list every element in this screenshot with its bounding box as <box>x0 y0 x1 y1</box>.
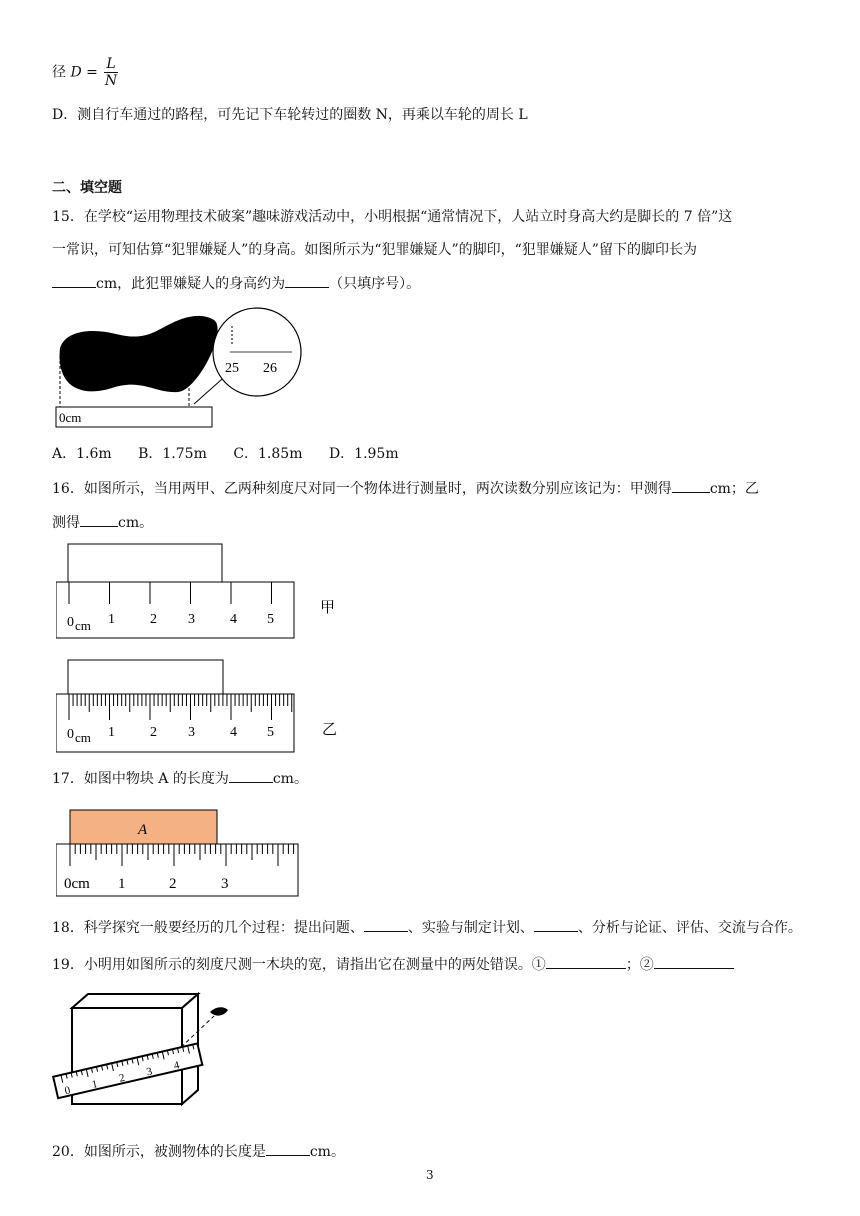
q15-options <box>52 443 399 463</box>
q19-blank-2[interactable] <box>654 954 734 969</box>
svg-text:cm: cm <box>75 618 91 633</box>
q15-line3: cm，此犯罪嫌疑人的身高约为 （只填序号）。 <box>52 273 420 294</box>
option-a[interactable]: A．1.6m <box>52 446 112 462</box>
option-b[interactable]: B．1.75m <box>138 446 207 462</box>
svg-text:0: 0 <box>63 1084 72 1098</box>
svg-text:3: 3 <box>221 876 229 892</box>
q17-blank[interactable] <box>229 768 273 783</box>
ruler-yi-body <box>56 694 294 752</box>
svg-text:3: 3 <box>145 1065 154 1079</box>
svg-text:2: 2 <box>118 1071 127 1085</box>
svg-text:2: 2 <box>150 725 157 740</box>
ruler-yi-figure <box>56 658 346 758</box>
section-title: 二、填空题 <box>52 180 122 196</box>
ruler-label: 0cm <box>59 410 82 425</box>
measured-object <box>68 544 222 582</box>
q20-blank[interactable] <box>266 1141 310 1156</box>
svg-text:3: 3 <box>188 612 195 627</box>
measured-object <box>68 660 223 694</box>
wood-block-top <box>72 994 198 1008</box>
q18-blank-2[interactable] <box>534 917 578 932</box>
q17-figure <box>56 808 306 900</box>
mag-label-26: 26 <box>263 361 277 376</box>
mag-label-25: 25 <box>225 361 239 376</box>
svg-text:4: 4 <box>230 612 237 627</box>
ruler-jia-figure <box>56 542 346 642</box>
svg-text:4: 4 <box>172 1059 181 1073</box>
svg-text:5: 5 <box>267 725 274 740</box>
q19-blank-1[interactable] <box>546 954 626 969</box>
svg-text:5: 5 <box>267 612 274 627</box>
q15-line1: 15．在学校“运用物理技术破案”趣味游戏活动中，小明根据“通常情况下，人站立时身高大约是脚长的 7 倍”这 <box>52 209 733 225</box>
q19-figure <box>52 990 242 1112</box>
q15-line2: 一常识，可知估算“犯罪嫌疑人”的身高。如图所示为“犯罪嫌疑人”的脚印，“犯罪嫌疑人”留下的脚印长为 <box>52 242 697 258</box>
svg-text:0: 0 <box>67 727 74 742</box>
ruler-yi-label: 乙 <box>322 720 338 738</box>
page-number: 3 <box>426 1168 434 1182</box>
q16-blank-jia[interactable] <box>672 478 710 493</box>
q18-text: 18．科学探究一般要经历的几个过程：提出问题、 、实验与制定计划、 、分析与论证、评估、交流与合作。 <box>52 917 802 938</box>
q15-blank-2[interactable] <box>285 273 329 288</box>
option-c[interactable]: C．1.85m <box>233 446 303 462</box>
eye-icon <box>210 1007 228 1015</box>
q19-text: 19．小明用如图所示的刻度尺测一木块的宽，请指出它在测量中的两处错误。① ；② <box>52 954 734 975</box>
q17-ruler-body <box>56 844 298 896</box>
q18-blank-1[interactable] <box>364 917 408 932</box>
svg-text:1: 1 <box>108 612 115 627</box>
q16-line2: 测得 cm。 <box>52 512 153 533</box>
svg-text:0cm: 0cm <box>64 876 90 892</box>
svg-text:cm: cm <box>75 730 91 745</box>
svg-text:0: 0 <box>67 615 74 630</box>
q20-text: 20．如图所示，被测物体的长度是 cm。 <box>52 1141 345 1162</box>
ruler-jia-label: 甲 <box>320 598 336 616</box>
q15-blank-1[interactable] <box>52 273 96 288</box>
svg-text:2: 2 <box>150 612 157 627</box>
q16-line1: 16．如图所示，当用两甲、乙两种刻度尺对同一个物体进行测量时，两次读数分别应该记为：甲测得 cm；乙 <box>52 478 759 499</box>
q15-footprint-figure <box>52 306 312 430</box>
q14-formula: 径 D = $\frac{L}{N}$ <box>52 56 118 89</box>
block-a-label: A <box>138 822 148 838</box>
svg-text:1: 1 <box>90 1078 99 1092</box>
footprint-shape <box>60 316 218 392</box>
fraction: $\frac{L}{N}$ <box>104 56 118 89</box>
svg-text:3: 3 <box>188 725 195 740</box>
q17-text: 17．如图中物块 A 的长度为 cm。 <box>52 768 308 789</box>
svg-text:1: 1 <box>108 725 115 740</box>
ruler-jia-body <box>56 582 294 638</box>
svg-text:1: 1 <box>118 876 126 892</box>
svg-text:2: 2 <box>169 876 177 892</box>
q14-option-d: D．测自行车通过的路程，可先记下车轮转过的圈数 N，再乘以车轮的周长 L <box>52 107 528 123</box>
q16-blank-yi[interactable] <box>80 512 118 527</box>
svg-text:4: 4 <box>230 725 237 740</box>
option-d[interactable]: D．1.95m <box>328 446 399 462</box>
